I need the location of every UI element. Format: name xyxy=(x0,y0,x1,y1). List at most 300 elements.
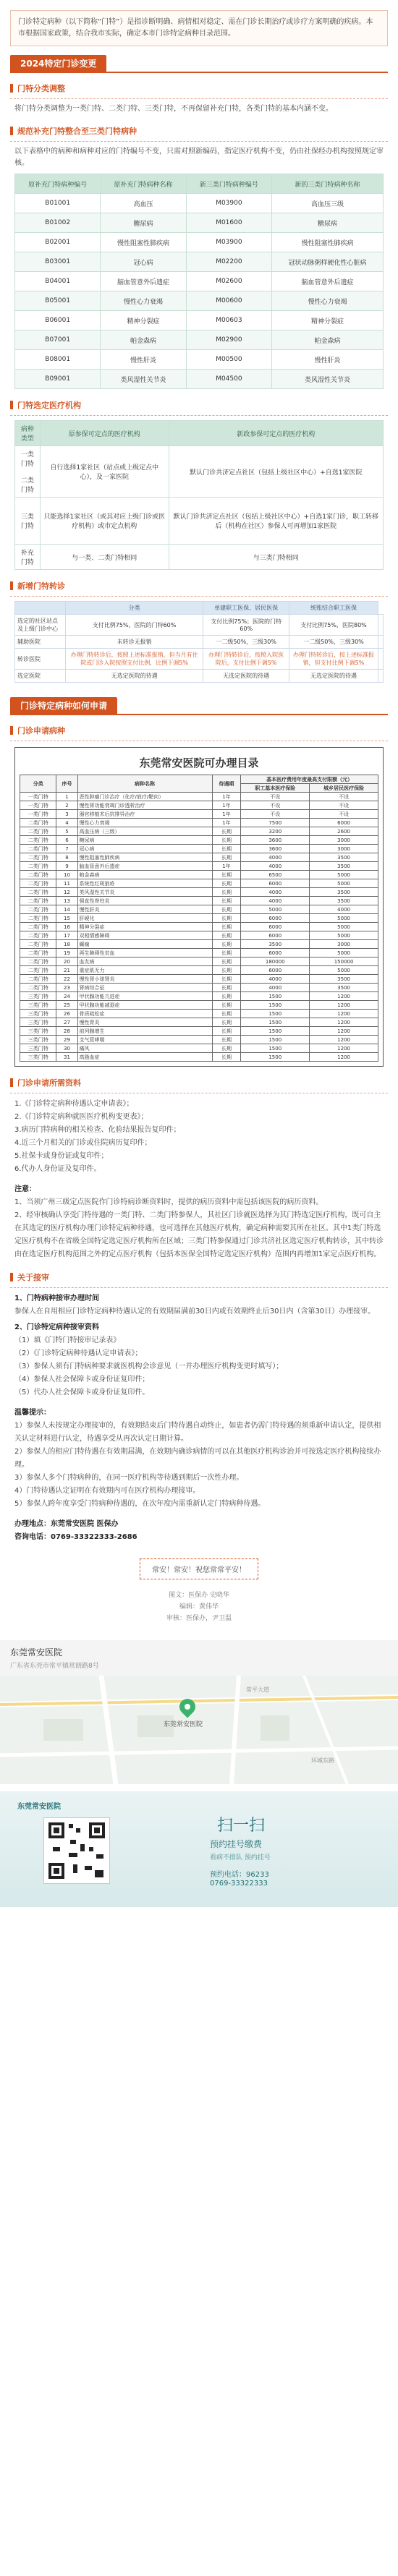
catalog-cell: 糖尿病 xyxy=(77,836,212,845)
referral-table-header: 单建职工医保、居民医保 xyxy=(203,602,289,615)
catalog-cell: 12 xyxy=(56,888,77,897)
catalog-cell: 长期 xyxy=(212,949,241,958)
catalog-cell: 痛风 xyxy=(77,1044,212,1053)
catalog-row xyxy=(20,793,378,801)
table-cell: 默认门诊共济定点社区（包括上级社区中心）+自选1家医院 xyxy=(169,446,383,498)
catalog-cell: 18 xyxy=(56,940,77,949)
catalog-row xyxy=(20,992,378,1001)
section-header xyxy=(10,723,388,738)
catalog-row xyxy=(20,819,378,827)
map-pin-label: 东莞常安医院 xyxy=(164,1721,203,1728)
catalog-cell: 4000 xyxy=(310,905,378,914)
renewal-material-item: （2）《门诊特定病种待遇认定申请表》； xyxy=(14,1349,143,1357)
catalog-cell: 4000 xyxy=(241,897,310,905)
catalog-cell: 4000 xyxy=(241,862,310,871)
catalog-cell: 1500 xyxy=(241,1010,310,1018)
catalog-cell: 长期 xyxy=(212,966,241,975)
catalog-cell: 长期 xyxy=(212,958,241,966)
table-cell: M01600 xyxy=(186,213,271,233)
catalog-cell: 3 xyxy=(56,810,77,819)
dotted-divider xyxy=(10,1287,388,1288)
table-cell: 办理门特转诊后，按照入院医院后，支付比例下调5% xyxy=(203,649,289,670)
catalog-cell: 二类门特 xyxy=(20,862,56,871)
section-materials xyxy=(10,1075,388,1261)
catalog-cell: 慢性肝炎 xyxy=(77,905,212,914)
catalog-header: 序号 xyxy=(56,775,77,793)
catalog-cell: 三类门特 xyxy=(20,1044,56,1053)
renewal-material-item: （5）代办人社会保障卡或身份证复印件。 xyxy=(14,1389,150,1396)
catalog-table xyxy=(20,775,378,1062)
catalog-cell: 慢性阻塞性肺疾病 xyxy=(77,853,212,862)
material-item: 3.病历门特病种的相关检查、化验结果报告复印件； xyxy=(14,1126,181,1134)
place-line xyxy=(14,1518,384,1531)
catalog-cell: 系统性红斑狼疮 xyxy=(77,879,212,888)
catalog-cell: 1200 xyxy=(310,1053,378,1062)
section-header xyxy=(10,1075,388,1090)
table-cell: 慢性心力衰竭 xyxy=(272,291,384,311)
catalog-cell: 重症肌无力 xyxy=(77,966,212,975)
promo-banner xyxy=(0,1791,398,1907)
catalog-cell: 4 xyxy=(56,819,77,827)
catalog-row xyxy=(20,1036,378,1044)
section-title: 门诊申请所需资料 xyxy=(17,1078,81,1088)
renewal-material-item: （4）参保人社会保障卡或身份证复印件； xyxy=(14,1376,150,1383)
table-row xyxy=(15,670,384,683)
catalog-row xyxy=(20,827,378,836)
merge-table-header: 原补充门特病种名称 xyxy=(101,174,186,194)
warm-tip-title: 温馨提示： xyxy=(14,1409,51,1417)
section-title: 关于接审 xyxy=(17,1273,49,1282)
catalog-cell: 长期 xyxy=(212,931,241,940)
catalog-cell: 5000 xyxy=(310,871,378,879)
section-title: 新增门特转诊 xyxy=(17,581,65,591)
location-address: 广东省东莞市常平镇常朗路8号 xyxy=(10,1663,99,1670)
note-2: 2、经审核确认享受门特待遇的一类门特、二类门特参保人，其社区门诊就医选择为其门特选定医疗机构，既可自主在其选定的医疗机构办理门诊特定病种待遇，也可选择在其他医疗机构，确定病种需要其所在社区。其中1类门特选定医疗机构不在省级全国特定选定医疗机构所在区域；三类门特参保通过门诊共济社区选定医疗机构转诊，其中转诊由在选定医疗机构范围之外的定点医疗机构（包括本医保全国特定选定医疗机构）范围内再增加1家定点医疗机构。 xyxy=(14,1211,384,1258)
catalog-cell: 150000 xyxy=(310,958,378,966)
catalog-row xyxy=(20,1010,378,1018)
table-cell: 慢性肝炎 xyxy=(272,350,384,370)
catalog-cell: 长期 xyxy=(212,888,241,897)
catalog-cell: 19 xyxy=(56,949,77,958)
map-graphic xyxy=(0,1676,398,1784)
catalog-cell: 二类门特 xyxy=(20,836,56,845)
catalog-cell: 1200 xyxy=(310,1010,378,1018)
map-road-label: 常平大道 xyxy=(246,1686,269,1693)
catalog-cell: 不设 xyxy=(310,801,378,810)
catalog-row xyxy=(20,879,378,888)
catalog-cell: 长期 xyxy=(212,836,241,845)
table-cell: 辅助医院 xyxy=(15,636,66,649)
table-row xyxy=(15,252,384,272)
section-title: 规范补充门特整合至三类门特病种 xyxy=(17,127,137,136)
table-cell: 未转诊无报销 xyxy=(65,636,203,649)
catalog-cell: 1500 xyxy=(241,1053,310,1062)
catalog-row xyxy=(20,984,378,992)
promo-phone-2[interactable]: 0769-33322333 xyxy=(210,1880,268,1888)
category-label: 一类门特 xyxy=(20,451,34,468)
table-row xyxy=(15,233,384,252)
catalog-cell: 精神分裂症 xyxy=(77,923,212,931)
catalog-cell: 二类门特 xyxy=(20,940,56,949)
catalog-cell: 长期 xyxy=(212,1053,241,1062)
catalog-cell: 长期 xyxy=(212,1027,241,1036)
section-text: 以下表格中的病种和病种对应的门特编号不变，只需对照新编码，指定医疗机构不变，仍由社保经办机构按照规定审核。 xyxy=(14,148,384,167)
catalog-cell: 29 xyxy=(56,1036,77,1044)
table-cell: 帕金森病 xyxy=(272,330,384,350)
table-cell: 类风湿性关节炎 xyxy=(272,370,384,389)
catalog-cell: 7500 xyxy=(241,819,310,827)
table-cell: 支付比例75%，医院80% xyxy=(289,615,378,636)
table-cell: 办理门特转诊后，按上述标准报销，但支付比例下调5% xyxy=(289,649,378,670)
credits xyxy=(0,1590,398,1624)
catalog-cell: 肝硬化 xyxy=(77,914,212,923)
catalog-cell: 二类门特 xyxy=(20,879,56,888)
catalog-cell: 7 xyxy=(56,845,77,853)
dotted-divider xyxy=(10,141,388,142)
map-road-label-2: 环城东路 xyxy=(311,1757,334,1764)
catalog-cell: 二类门特 xyxy=(20,819,56,827)
table-cell: 冠心病 xyxy=(101,252,186,272)
section-banner-apply xyxy=(10,697,388,715)
table-row xyxy=(15,311,384,330)
catalog-cell: 长期 xyxy=(212,1001,241,1010)
catalog-row xyxy=(20,966,378,975)
catalog-cell: 长期 xyxy=(212,845,241,853)
section-supplement-merge xyxy=(10,124,388,389)
table-cell: 脑血管意外后遗症 xyxy=(272,272,384,291)
warm-tip-item: 4）门特待遇认定证明在有效期内可在医疗机构办理接审。 xyxy=(14,1487,200,1495)
catalog-row xyxy=(20,958,378,966)
catalog-cell: 1500 xyxy=(241,992,310,1001)
promo-phone-label: 预约电话： xyxy=(210,1871,246,1879)
catalog-cell: 3500 xyxy=(310,862,378,871)
table-cell: 高血压三级 xyxy=(272,194,384,213)
catalog-row xyxy=(20,914,378,923)
table-cell: 支付比例75%；医院的门特60% xyxy=(203,615,289,636)
table-cell: B09001 xyxy=(15,370,101,389)
section-title: 门特分类调整 xyxy=(17,84,65,93)
catalog-cell: 3500 xyxy=(310,853,378,862)
section-header xyxy=(10,579,388,593)
table-row xyxy=(15,649,384,670)
institution-table-header: 新政参保可定点的医疗机构 xyxy=(169,421,383,446)
table-cell xyxy=(378,670,383,683)
catalog-cell: 6 xyxy=(56,836,77,845)
catalog-cell: 三类门特 xyxy=(20,1010,56,1018)
table-cell: 慢性阻塞性肺疾病 xyxy=(101,233,186,252)
table-cell: B06001 xyxy=(15,311,101,330)
catalog-cell: 二类门特 xyxy=(20,897,56,905)
table-cell: M03900 xyxy=(186,233,271,252)
catalog-cell: 1年 xyxy=(212,810,241,819)
table-cell: B04001 xyxy=(15,272,101,291)
catalog-cell: 类风湿性关节炎 xyxy=(77,888,212,897)
footer-message xyxy=(0,1558,398,1579)
catalog-header: 职工基本医疗保险 xyxy=(241,784,310,793)
location-card[interactable] xyxy=(0,1640,398,1784)
table-cell: 慢性阻塞性肺疾病 xyxy=(272,233,384,252)
catalog-row xyxy=(20,940,378,949)
catalog-cell: 二类门特 xyxy=(20,845,56,853)
table-row xyxy=(15,291,384,311)
catalog-cell: 肾病综合征 xyxy=(77,984,212,992)
catalog-cell: 1500 xyxy=(241,1027,310,1036)
catalog-cell: 1 xyxy=(56,793,77,801)
catalog-cell: 2 xyxy=(56,801,77,810)
catalog-cell: 长期 xyxy=(212,897,241,905)
catalog-cell: 6000 xyxy=(241,949,310,958)
catalog-cell: 长期 xyxy=(212,879,241,888)
catalog-cell: 6500 xyxy=(241,871,310,879)
table-cell: 一二级50%，三级30% xyxy=(289,636,378,649)
section-bar-icon xyxy=(10,1273,13,1281)
catalog-cell: 长期 xyxy=(212,1036,241,1044)
catalog-row xyxy=(20,810,378,819)
table-cell: B02001 xyxy=(15,233,101,252)
place-value: 东莞常安医院 医保办 xyxy=(51,1520,119,1528)
table-cell: M04500 xyxy=(186,370,271,389)
catalog-cell: 慢性胃炎 xyxy=(77,1018,212,1027)
table-cell: 与一类、二类门特相同 xyxy=(40,545,169,570)
catalog-row xyxy=(20,1044,378,1053)
table-cell: 办理门特转诊后，按照上述标准报销，但当月有住院或门诊入院按照支付比例，比例下调5% xyxy=(65,649,203,670)
catalog-cell: 5000 xyxy=(310,949,378,958)
catalog-cell: 三类门特 xyxy=(20,1001,56,1010)
table-cell: M02600 xyxy=(186,272,271,291)
catalog-cell: 1200 xyxy=(310,1001,378,1010)
promo-phone[interactable] xyxy=(210,1868,269,1879)
catalog-cell: 二类门特 xyxy=(20,975,56,984)
table-row xyxy=(15,213,384,233)
catalog-row xyxy=(20,888,378,897)
catalog-cell: 二类门特 xyxy=(20,984,56,992)
table-row xyxy=(15,272,384,291)
catalog-cell: 一类门特 xyxy=(20,810,56,819)
catalog-cell: 1200 xyxy=(310,1044,378,1053)
table-cell: B01002 xyxy=(15,213,101,233)
referral-table-header: 统账结合职工医保 xyxy=(289,602,378,615)
section-header xyxy=(10,124,388,138)
catalog-cell: 支气管哮喘 xyxy=(77,1036,212,1044)
material-item: 6.代办人身份证及复印件。 xyxy=(14,1165,101,1173)
banner-line xyxy=(10,714,388,715)
table-cell: 糖尿病 xyxy=(101,213,186,233)
phone-value[interactable]: 0769-33322333-2686 xyxy=(51,1533,137,1541)
catalog-cell: 三类门特 xyxy=(20,1027,56,1036)
catalog-cell: 二类门特 xyxy=(20,931,56,940)
catalog-cell: 28 xyxy=(56,1027,77,1036)
catalog-cell: 1200 xyxy=(310,1018,378,1027)
section-header xyxy=(10,81,388,95)
catalog-cell: 不设 xyxy=(241,801,310,810)
catalog-cell: 31 xyxy=(56,1053,77,1062)
catalog-cell: 26 xyxy=(56,1010,77,1018)
intro-box xyxy=(10,10,388,46)
section-bar-icon xyxy=(10,401,13,409)
catalog-cell: 20 xyxy=(56,958,77,966)
banner-line xyxy=(10,72,388,73)
catalog-cell: 1200 xyxy=(310,1036,378,1044)
catalog-cell: 长期 xyxy=(212,984,241,992)
catalog-cell: 27 xyxy=(56,1018,77,1027)
table-cell: 无选定医院的待遇 xyxy=(203,670,289,683)
table-cell: B01001 xyxy=(15,194,101,213)
catalog-cell: 血友病 xyxy=(77,958,212,966)
place-label: 办理地点： xyxy=(14,1520,51,1528)
catalog-cell: 慢性肾小球肾炎 xyxy=(77,975,212,984)
credit-line: 审核：医保办，尹卫温 xyxy=(166,1615,232,1622)
catalog-cell: 强直性脊柱炎 xyxy=(77,897,212,905)
catalog-cell: 5 xyxy=(56,827,77,836)
section-category-adjust xyxy=(10,81,388,115)
table-cell: M02200 xyxy=(186,252,271,272)
institution-table-header: 病种类型 xyxy=(15,421,41,446)
catalog-cell: 冠心病 xyxy=(77,845,212,853)
section-title: 门特选定医疗机构 xyxy=(17,401,81,410)
table-cell: 选定的社区站点及上级门诊中心 xyxy=(15,615,66,636)
table-cell: 无选定医院的待遇 xyxy=(65,670,203,683)
map-view[interactable] xyxy=(0,1676,398,1784)
catalog-cell: 6000 xyxy=(241,931,310,940)
catalog-title: 东莞常安医院可办理目录 xyxy=(139,756,259,769)
table-row xyxy=(15,446,384,498)
credit-line: 图文：医保办 史晓华 xyxy=(169,1592,229,1599)
catalog-cell: 帕金森病 xyxy=(77,871,212,879)
location-header xyxy=(0,1640,398,1676)
catalog-cell: 器官移植术后抗排异治疗 xyxy=(77,810,212,819)
catalog-row xyxy=(20,1053,378,1062)
warm-tip-item: 3）参保人多个门特病种的，在同一医疗机构等待遇到期后一次性办理。 xyxy=(14,1474,244,1482)
catalog-cell: 再生障碍性贫血 xyxy=(77,949,212,958)
note-1: 1、当须广州三级定点医院作门诊特病诊断资料时，提供的病历资料中需包括该医院的病历资料。 xyxy=(14,1198,323,1206)
catalog-cell: 高脂血症 xyxy=(77,1053,212,1062)
catalog-cell: 二类门特 xyxy=(20,923,56,931)
section-text: 将门特分类调整为一类门特、二类门特、三类门特，不再保留补充门特，各类门特的基本内涵不变。 xyxy=(14,105,333,113)
table-cell: M00500 xyxy=(186,350,271,370)
catalog-cell: 4000 xyxy=(241,888,310,897)
catalog-cell: 4000 xyxy=(241,853,310,862)
catalog-row xyxy=(20,1001,378,1010)
table-row xyxy=(15,194,384,213)
merge-table-header: 新三类门特病种编号 xyxy=(186,174,271,194)
catalog-cell: 1年 xyxy=(212,819,241,827)
promo-phone-value: 96233 xyxy=(246,1871,269,1879)
catalog-cell: 慢性心力衰竭 xyxy=(77,819,212,827)
catalog-cell: 二类门特 xyxy=(20,958,56,966)
footer-message-box: 常安！常安！祝您常常平安！ xyxy=(140,1558,258,1579)
catalog-cell: 1年 xyxy=(212,862,241,871)
catalog-cell: 前列腺增生 xyxy=(77,1027,212,1036)
dotted-divider xyxy=(10,415,388,416)
table-cell: 慢性心力衰竭 xyxy=(101,291,186,311)
catalog-cell: 不设 xyxy=(310,810,378,819)
catalog-cell: 3500 xyxy=(310,897,378,905)
catalog-cell: 一类门特 xyxy=(20,801,56,810)
section-title: 门诊申请病种 xyxy=(17,726,65,735)
catalog-cell: 11 xyxy=(56,879,77,888)
referral-table-header: 分类 xyxy=(65,602,203,615)
table-row xyxy=(15,330,384,350)
catalog-cell: 恶性肿瘤门诊治疗（化疗/放疗/靶向） xyxy=(77,793,212,801)
catalog-cell: 1年 xyxy=(212,793,241,801)
table-cell xyxy=(378,636,383,649)
catalog-row xyxy=(20,931,378,940)
table-row xyxy=(15,545,384,570)
catalog-cell: 一类门特 xyxy=(20,793,56,801)
catalog-cell: 二类门特 xyxy=(20,949,56,958)
catalog-cell: 二类门特 xyxy=(20,914,56,923)
catalog-row xyxy=(20,1018,378,1027)
catalog-row xyxy=(20,905,378,914)
catalog-cell: 5000 xyxy=(310,923,378,931)
renewal-materials-heading: 2、门诊特定病种接审资料 xyxy=(14,1323,99,1331)
section-designated-institutions xyxy=(10,398,388,570)
catalog-cell: 17 xyxy=(56,931,77,940)
phone-line xyxy=(14,1531,384,1544)
table-cell: M02900 xyxy=(186,330,271,350)
table-cell: B03001 xyxy=(15,252,101,272)
institution-table xyxy=(14,420,384,570)
table-cell: 糖尿病 xyxy=(272,213,384,233)
catalog-cell: 15 xyxy=(56,914,77,923)
catalog-row xyxy=(20,975,378,984)
catalog-cell: 甲状腺功能亢进症 xyxy=(77,992,212,1001)
warm-tip-item: 5）参保人跨年度享受门特病种待遇的，在次年度内需重新认定门特病种待遇。 xyxy=(14,1500,266,1508)
warm-tip-item: 1）参保人未按规定办理接审的，有效期结束后门特待遇自动终止，如患者仍需门特待遇的须重新申请认定，提供相关认定材料进行认定，待遇享受从再次认定日期计算。 xyxy=(14,1422,381,1443)
catalog-cell: 长期 xyxy=(212,1044,241,1053)
table-cell: 自行选择1家社区（站点或上级定点中心），及一家医院 xyxy=(40,446,169,498)
table-cell: 精神分裂症 xyxy=(101,311,186,330)
catalog-cell: 高血压病（三级） xyxy=(77,827,212,836)
catalog-cell: 甲状腺功能减退症 xyxy=(77,1001,212,1010)
catalog-cell: 3600 xyxy=(241,836,310,845)
catalog-row xyxy=(20,845,378,853)
catalog-cell: 6000 xyxy=(241,914,310,923)
table-cell: B07001 xyxy=(15,330,101,350)
table-row xyxy=(15,350,384,370)
table-cell: 慢性肝炎 xyxy=(101,350,186,370)
catalog-cell: 9 xyxy=(56,862,77,871)
catalog-row xyxy=(20,949,378,958)
catalog-row xyxy=(20,801,378,810)
catalog-cell: 1500 xyxy=(241,1001,310,1010)
section-referral xyxy=(10,579,388,683)
referral-table-header xyxy=(15,602,66,615)
catalog-cell: 1500 xyxy=(241,1036,310,1044)
table-cell: 只能选择1家社区（或其对应上级门诊或医疗机构）或市定点机构 xyxy=(40,498,169,545)
catalog-cell: 3000 xyxy=(310,940,378,949)
catalog-header: 待遇期 xyxy=(212,775,241,793)
catalog-cell: 二类门特 xyxy=(20,827,56,836)
catalog-cell: 3000 xyxy=(310,836,378,845)
section-header xyxy=(10,1270,388,1284)
catalog-row xyxy=(20,871,378,879)
catalog-cell: 22 xyxy=(56,975,77,984)
catalog-cell: 1200 xyxy=(310,992,378,1001)
catalog-cell: 长期 xyxy=(212,975,241,984)
catalog-cell: 3200 xyxy=(241,827,310,836)
catalog-cell: 二类门特 xyxy=(20,888,56,897)
catalog-cell: 4000 xyxy=(241,984,310,992)
dotted-divider xyxy=(10,98,388,99)
banner-label: 门诊特定病种如何申请 xyxy=(10,697,117,715)
catalog-cell: 不设 xyxy=(310,793,378,801)
catalog-cell: 6000 xyxy=(241,966,310,975)
catalog-cell: 5000 xyxy=(241,905,310,914)
table-cell: 选定医院 xyxy=(15,670,66,683)
catalog-cell: 23 xyxy=(56,984,77,992)
qr-code-icon[interactable] xyxy=(43,1817,110,1884)
